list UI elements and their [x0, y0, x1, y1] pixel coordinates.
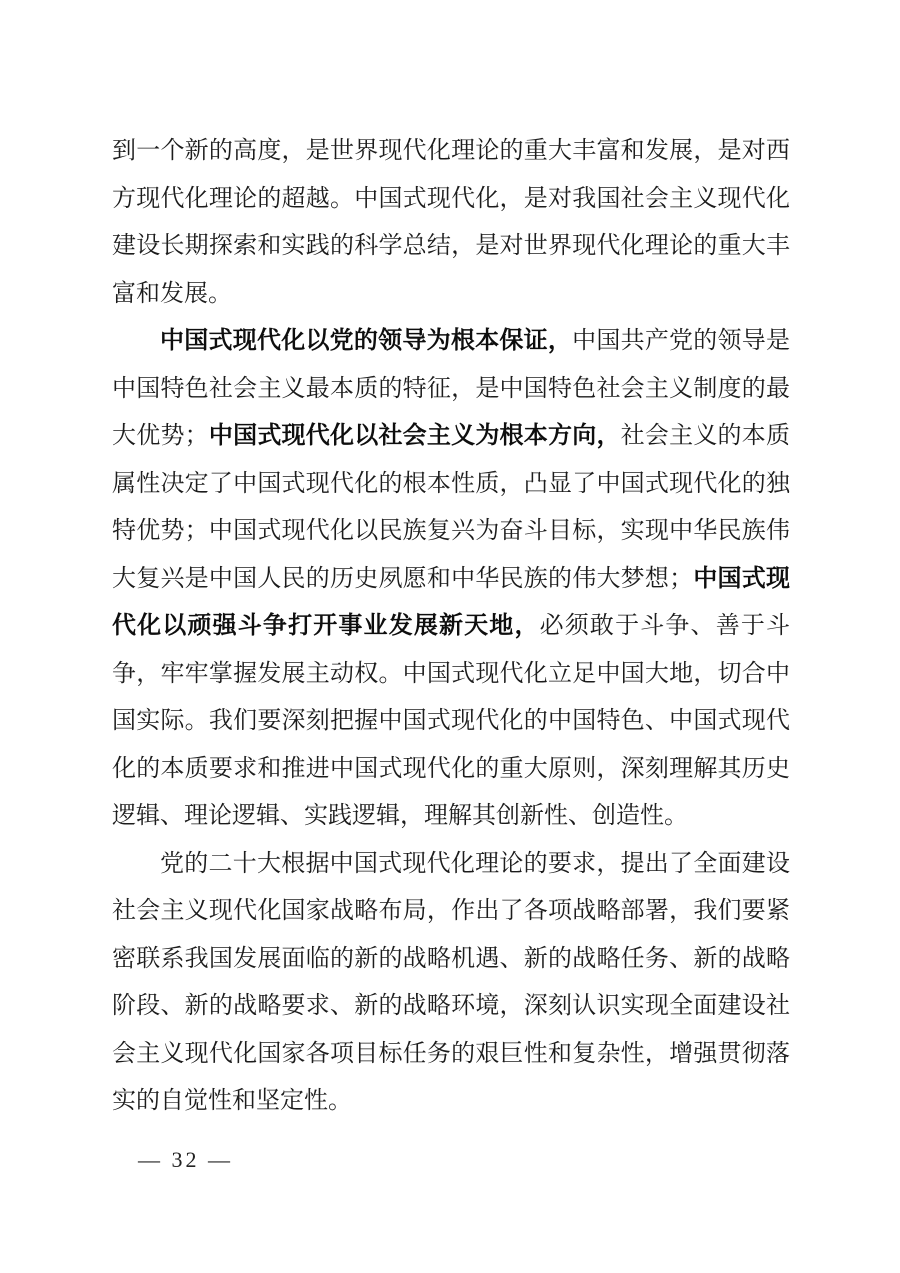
bold-text-run: 中国式现代化以顽强斗争打开事业发展新天地， — [112, 565, 790, 639]
paragraph — [112, 128, 790, 318]
text-run: 中国共产党的领导是中国特色社会主义最本质的特征，是中国特色社会主义制度的最大优势； — [112, 328, 791, 449]
text-run: 党的二十大根据中国式现代化理论的要求，提出了全面建设社会主义现代化国家战略布局，作出了各项战略部署，我们要紧密联系我国发展面临的新的战略机遇、新的战略任务、新的战略阶段、新的战略要求、新的战略环境，深刻认识实现全面建设社会主义现代化国家各项目标任务的艰巨性和复杂性，增强贯彻落实的自觉性和坚定性。 — [112, 850, 790, 1114]
page-number: — 32 — — [138, 1147, 233, 1172]
paragraph — [112, 318, 790, 841]
paragraph — [112, 841, 790, 1126]
text-run: 到一个新的高度，是世界现代化理论的重大丰富和发展，是对西方现代化理论的超越。中国式现代化，是对我国社会主义现代化建设长期探索和实践的科学总结，是对世界现代化理论的重大丰富和发展。 — [112, 138, 790, 307]
bold-text-run: 中国式现代化以社会主义为根本方向， — [208, 423, 621, 449]
text-run: 社会主义的本质属性决定了中国式现代化的根本性质，凸显了中国式现代化的独特优势；中国式现代化以民族复兴为奋斗目标，实现中华民族伟大复兴是中国人民的历史夙愿和中华民族的伟大梦想； — [112, 423, 791, 592]
text-run: 必须敢于斗争、善于斗争，牢牢掌握发展主动权。中国式现代化立足中国大地，切合中国实际。我们要深刻把握中国式现代化的中国特色、中国式现代化的本质要求和推进中国式现代化的重大原则，深刻理解其历史逻辑、理论逻辑、实践逻辑，理解其创新性、创造性。 — [112, 613, 791, 829]
document-body — [112, 128, 790, 1126]
bold-text-run: 中国式现代化以党的领导为根本保证， — [160, 328, 573, 354]
